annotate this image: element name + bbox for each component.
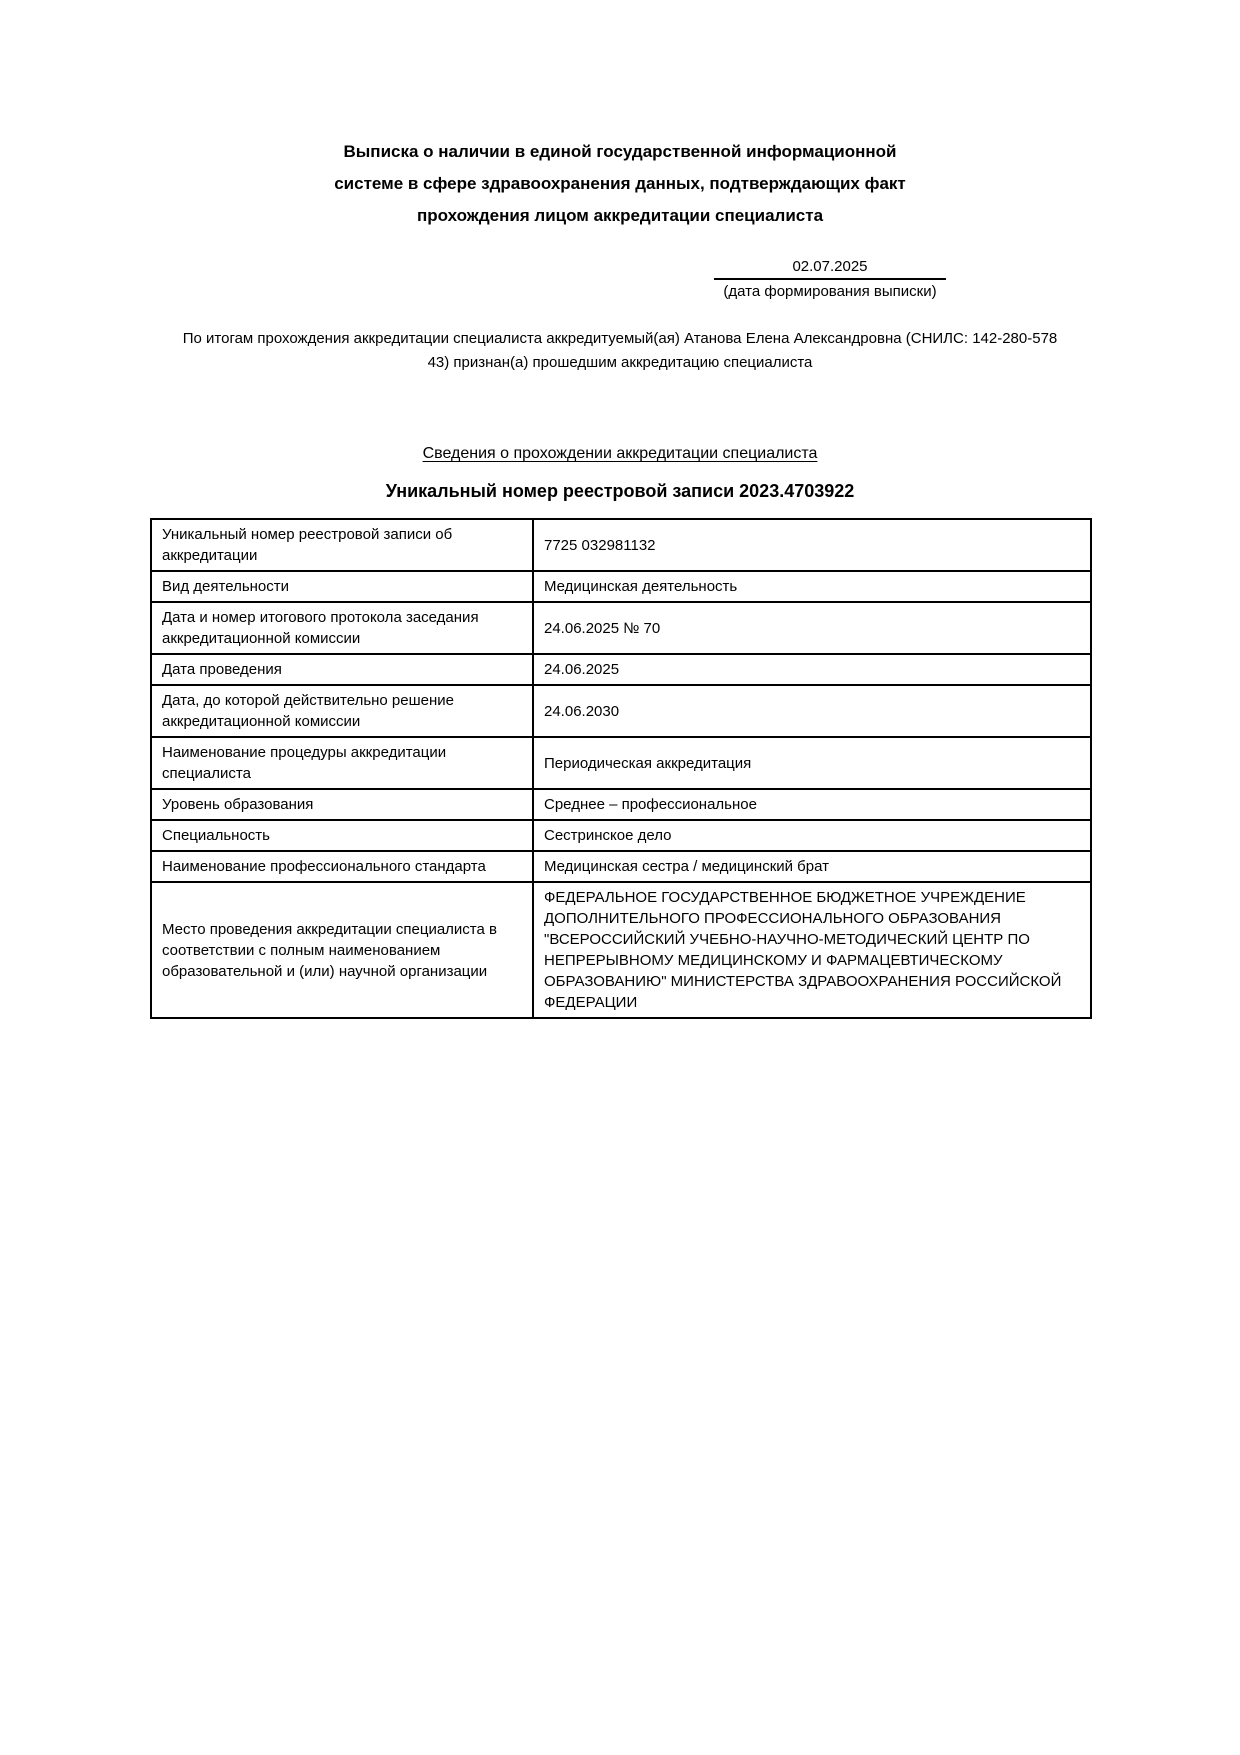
row-value: 24.06.2025 [533,654,1091,685]
row-value: ФЕДЕРАЛЬНОЕ ГОСУДАРСТВЕННОЕ БЮДЖЕТНОЕ УЧРЕЖДЕНИЕ ДОПОЛНИТЕЛЬНОГО ПРОФЕССИОНАЛЬНОГО ОБРАЗОВАНИЯ "ВСЕРОССИЙСКИЙ УЧЕБНО-НАУЧНО-МЕТОДИЧЕСКИЙ ЦЕНТР ПО НЕПРЕРЫВНОМУ МЕДИЦИНСКОМУ И ФАРМАЦЕВТИЧЕСКОМУ ОБРАЗОВАНИЮ" МИНИСТЕРСТВА ЗДРАВООХРАНЕНИЯ РОССИЙСКОЙ ФЕДЕРАЦИИ [533,882,1091,1018]
table-row-professional-standard [151,851,1091,882]
table-row-valid-until [151,685,1091,737]
table-row-protocol [151,602,1091,654]
intro-line-1: По итогам прохождения аккредитации специалиста аккредитуемый(ая) Атанова Елена Александровна (СНИЛС: 142-280-578 [182,330,1058,347]
table-row-education-level [151,789,1091,820]
accreditation-table-body [151,519,1091,1018]
table-row-activity-type [151,571,1091,602]
document-title-line-2: системе в сфере здравоохранения данных, подтверждающих факт [334,174,906,193]
row-label: Уровень образования [151,789,533,820]
row-label: Наименование процедуры аккредитации специалиста [151,737,533,789]
table-row-date-conducted [151,654,1091,685]
accreditation-table [150,518,1092,1019]
document-title-line-1: Выписка о наличии в единой государственной информационной [343,142,897,161]
issue-date-caption: (дата формирования выписки) [723,283,937,300]
row-label: Дата и номер итогового протокола заседания аккредитационной комиссии [151,602,533,654]
row-label: Место проведения аккредитации специалиста в соответствии с полным наименованием образовательной и (или) научной организации [151,882,533,1018]
table-row-registry-number [151,519,1091,571]
issue-date-block [714,258,946,300]
row-label: Дата, до которой действительно решение аккредитационной комиссии [151,685,533,737]
row-label: Дата проведения [151,654,533,685]
row-value: Медицинская деятельность [533,571,1091,602]
section-heading: Сведения о прохождении аккредитации специалиста [422,445,818,462]
document-title [0,0,1240,232]
row-label: Наименование профессионального стандарта [151,851,533,882]
intro-paragraph [0,327,1240,375]
issue-date-value: 02.07.2025 [714,258,946,280]
row-label: Специальность [151,820,533,851]
table-row-specialty [151,820,1091,851]
row-value: Периодическая аккредитация [533,737,1091,789]
intro-line-2: 43) признан(а) прошедшим аккредитацию специалиста [427,354,813,371]
row-label: Уникальный номер реестровой записи об аккредитации [151,519,533,571]
row-value: Медицинская сестра / медицинский брат [533,851,1091,882]
row-value: Сестринское дело [533,820,1091,851]
row-value: 7725 032981132 [533,519,1091,571]
row-value: 24.06.2030 [533,685,1091,737]
document-title-line-3: прохождения лицом аккредитации специалиста [416,206,824,225]
row-value: Среднее – профессиональное [533,789,1091,820]
row-value: 24.06.2025 № 70 [533,602,1091,654]
row-label: Вид деятельности [151,571,533,602]
registry-number-heading: Уникальный номер реестровой записи 2023.4703922 [385,481,855,501]
table-row-procedure-name [151,737,1091,789]
table-row-accreditation-place [151,882,1091,1018]
